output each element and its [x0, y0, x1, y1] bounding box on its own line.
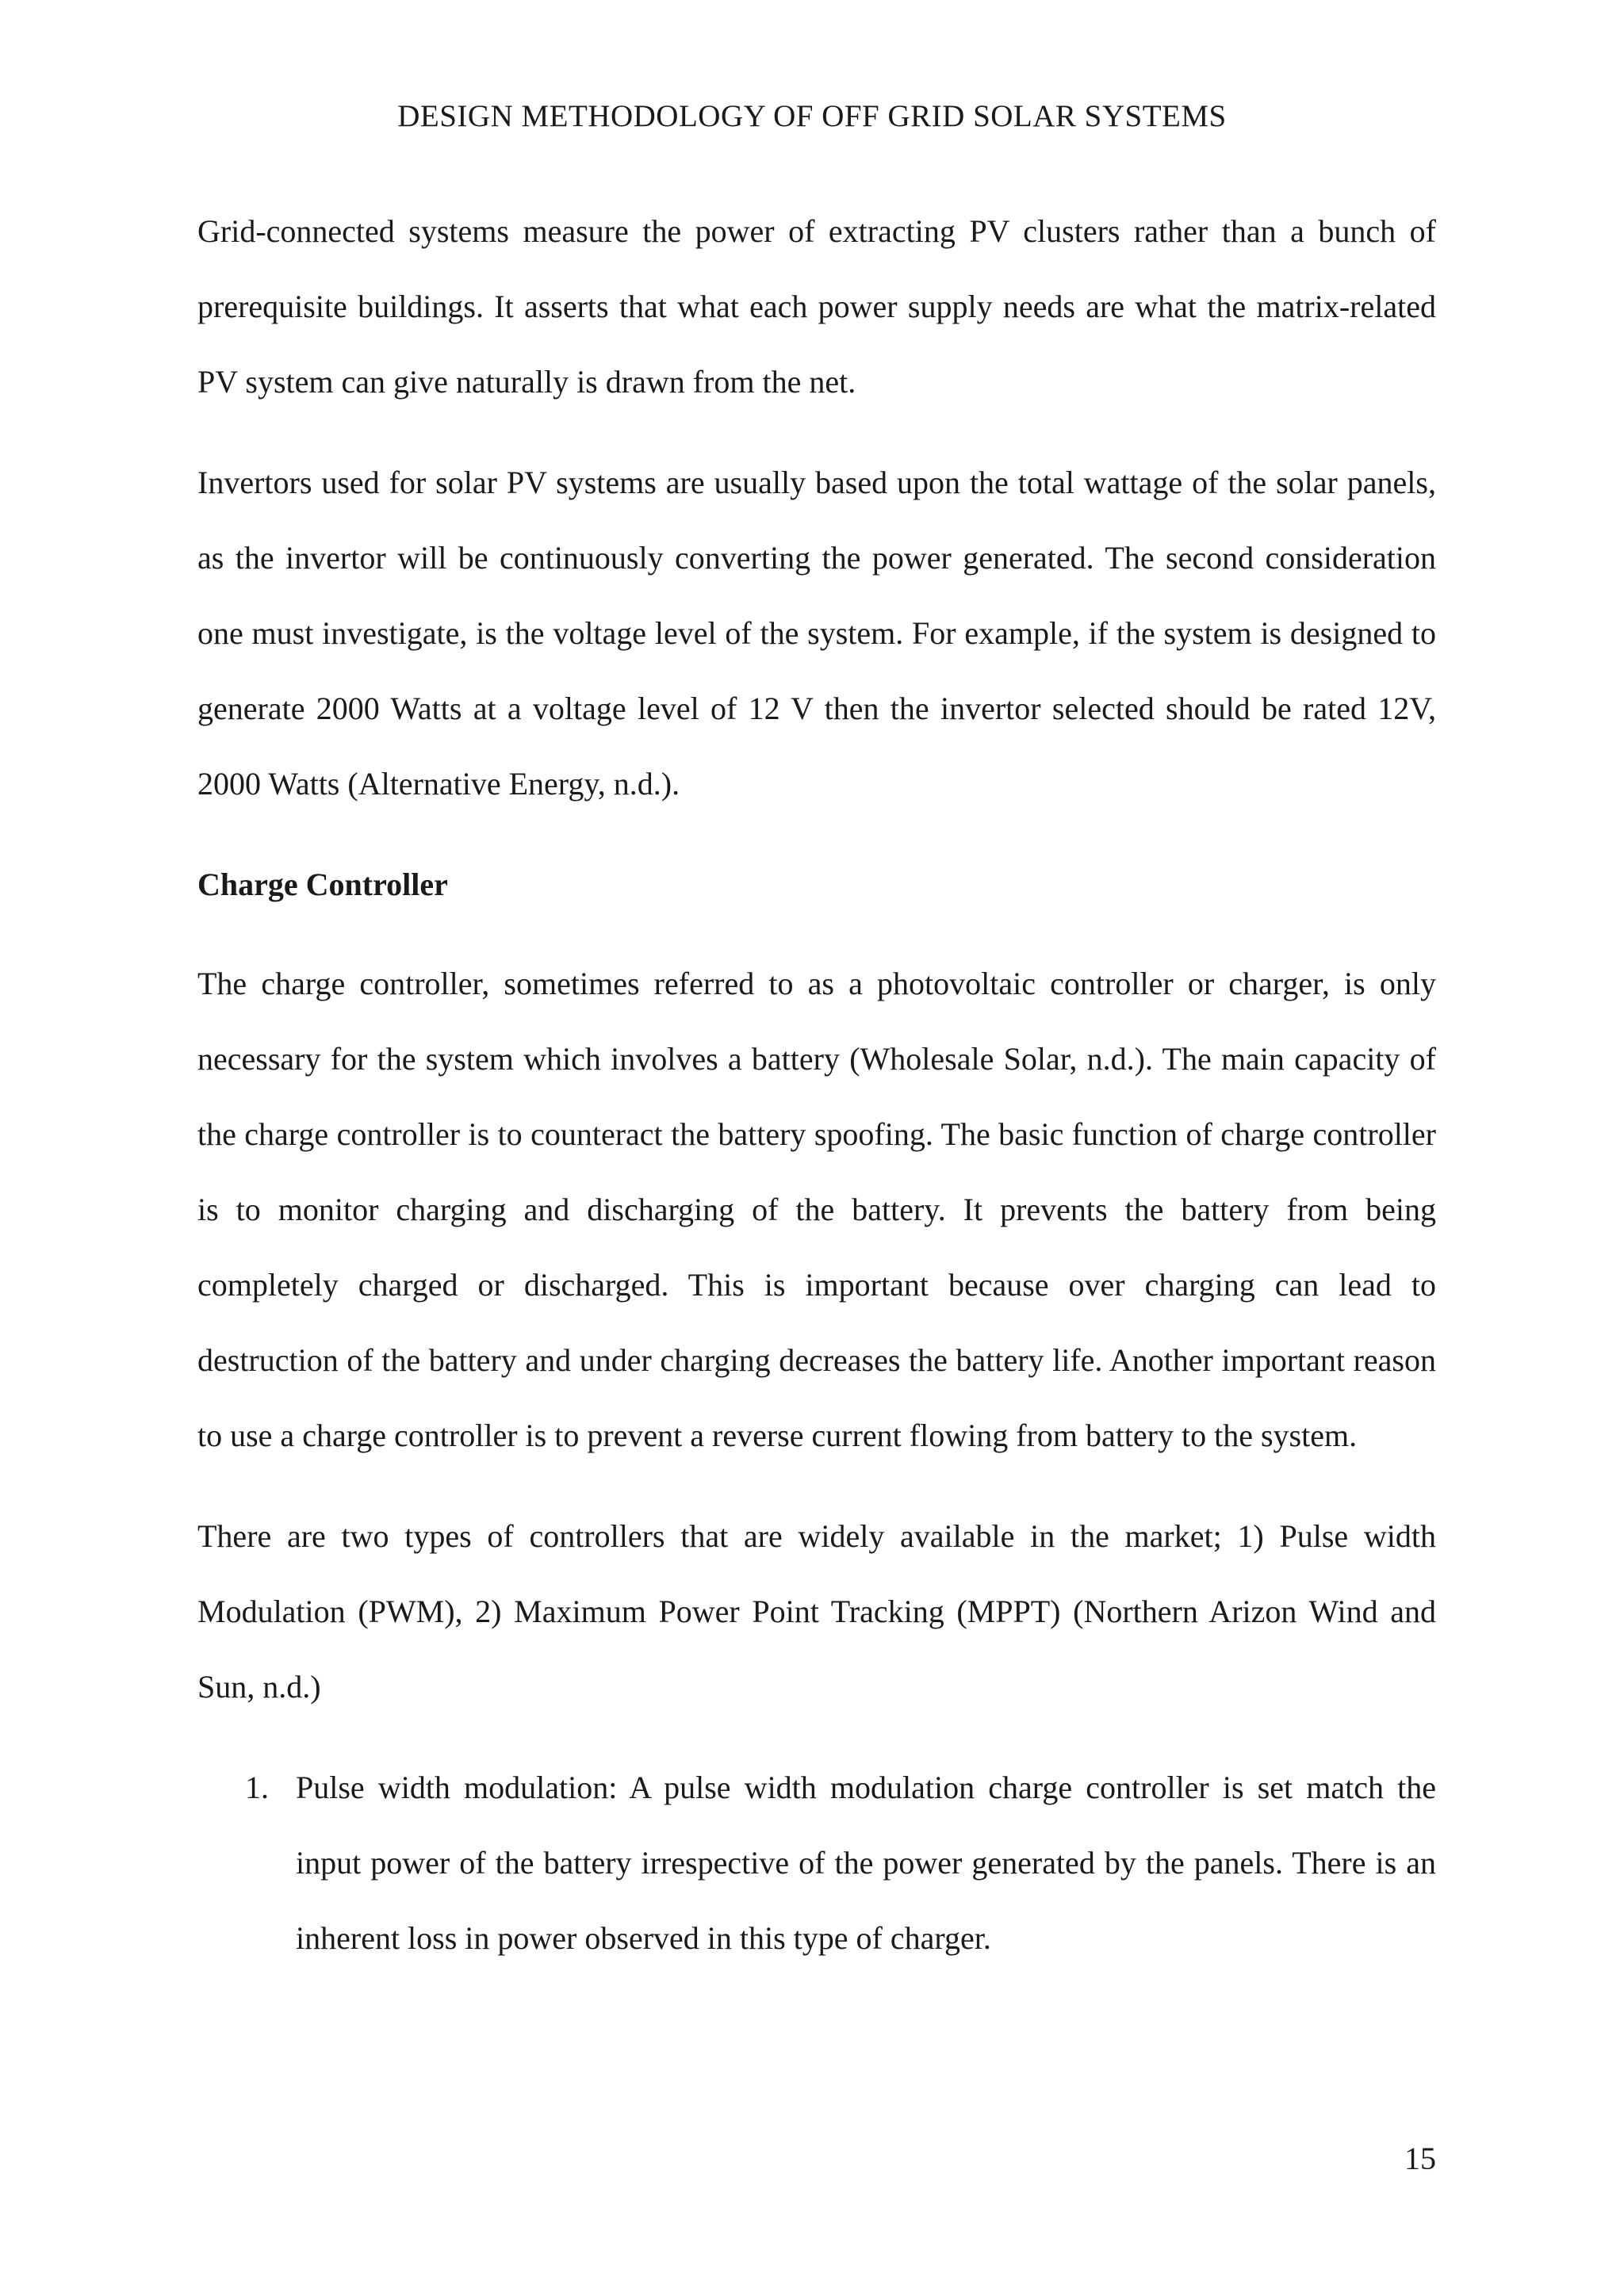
paragraph-charge-controller: The charge controller, sometimes referred to as a photovoltaic controller or charger, is only necessary for the system which involves a battery (Wholesale Solar, n.d.). The main capacity of the charge controller is to counteract the battery spoofing. The basic function of charge controller is to monitor charging and discharging of the battery. It prevents the battery from being completely charged or discharged. This is important because over charging can lead to destruction of the battery and under charging decreases the battery life. Another important reason to use a charge controller is to prevent a reverse current flowing from battery to the system.	[197, 966, 1436, 1453]
list-item-number: 1.	[245, 1770, 269, 1805]
section-heading: Charge Controller	[197, 867, 448, 902]
page-number: 15	[1404, 2141, 1436, 2176]
running-header: DESIGN METHODOLOGY OF OFF GRID SOLAR SYSTEMS	[397, 99, 1227, 133]
numbered-list	[197, 1750, 1436, 1976]
list-item	[197, 1750, 1436, 1976]
paragraph-grid-connected: Grid-connected systems measure the power of extracting PV clusters rather than a bunch of prerequisite buildings. It asserts that what each power supply needs are what the matrix-related PV system can give naturally is drawn from the net.	[197, 213, 1436, 400]
paragraph-controller-types: There are two types of controllers that are widely available in the market; 1) Pulse width Modulation (PWM), 2) Maximum Power Point Tracking (MPPT) (Northern Arizon Wind and Sun, n.d.)	[197, 1518, 1436, 1705]
paragraph-invertors: Invertors used for solar PV systems are usually based upon the total wattage of the solar panels, as the invertor will be continuously converting the power generated. The second consideration one must investigate, is the voltage level of the system. For example, if the system is designed to generate 2000 Watts at a voltage level of 12 V then the invertor selected should be rated 12V, 2000 Watts (Alternative Energy, n.d.).	[197, 465, 1436, 802]
body-text	[197, 193, 1436, 1976]
list-item-text: Pulse width modulation: A pulse width modulation charge controller is set match the input power of the battery irrespective of the power generated by the panels. There is an inherent loss in power observed in this type of charger.	[296, 1770, 1436, 1956]
